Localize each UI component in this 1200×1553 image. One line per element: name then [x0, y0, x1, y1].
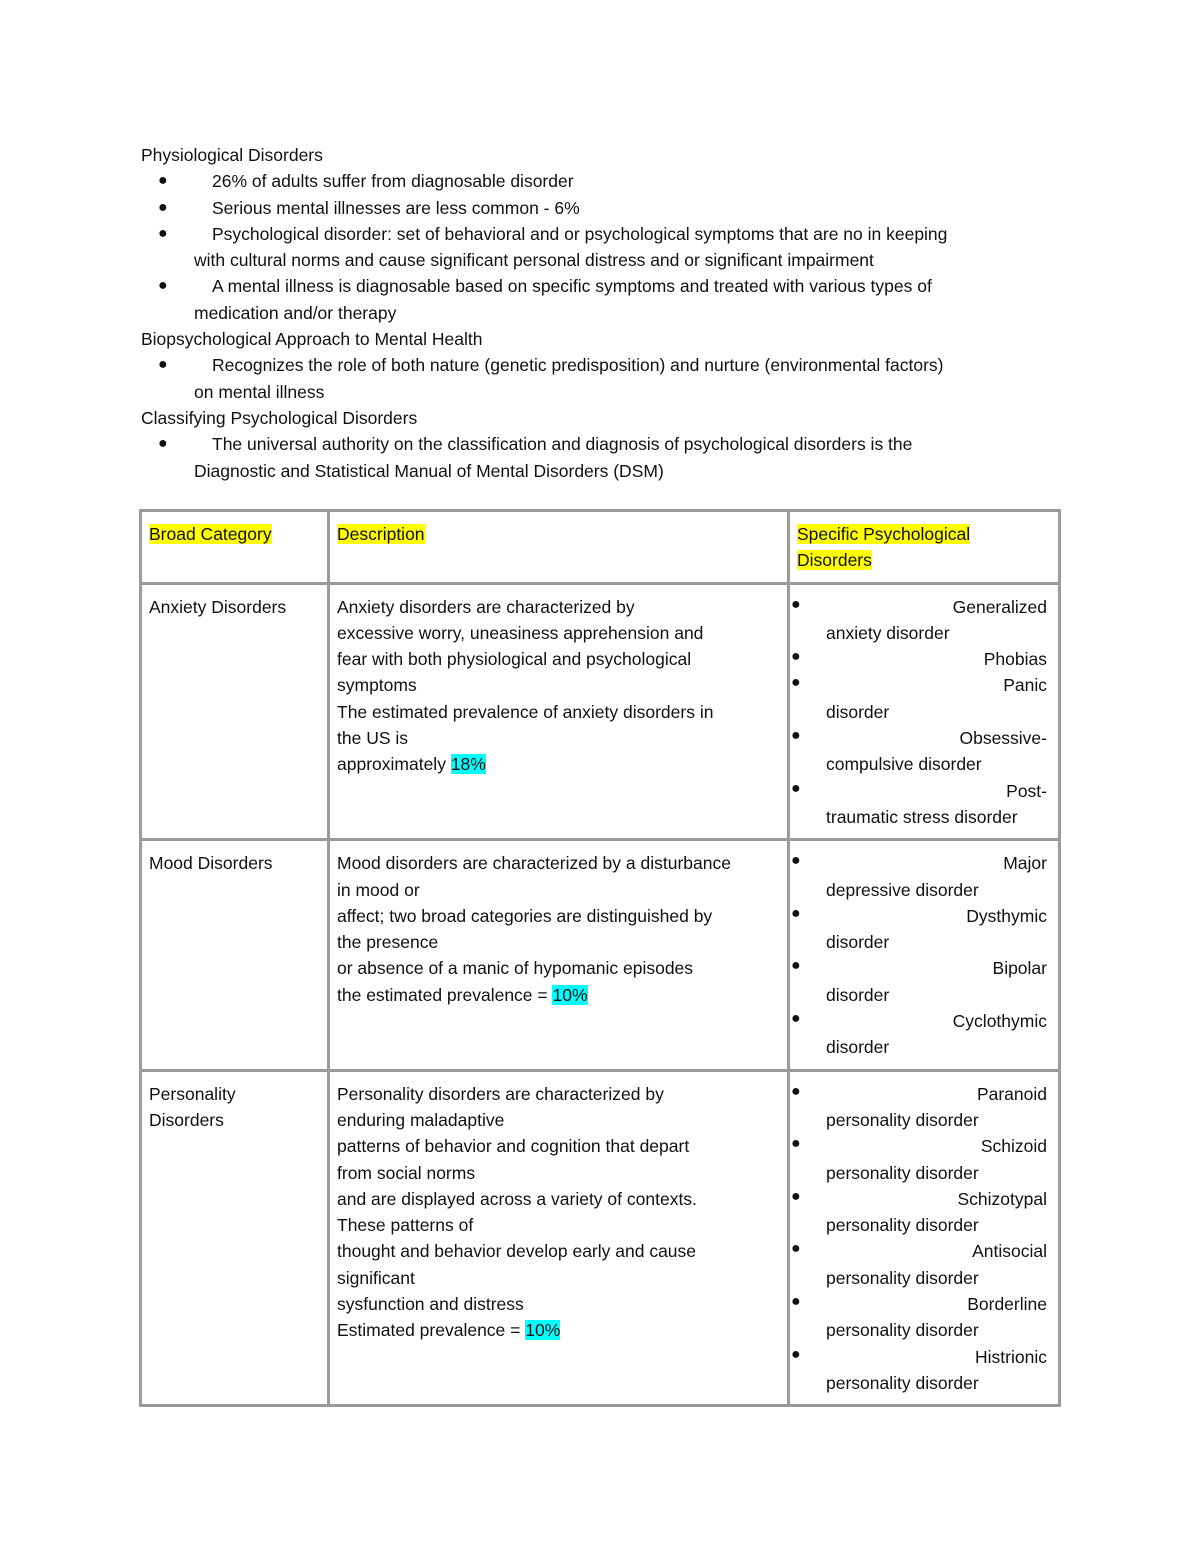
category-cell	[141, 583, 329, 840]
specific-disorders-cell	[789, 583, 1060, 840]
description-cell	[329, 840, 789, 1070]
description-line: affect; two broad categories are distinguished by	[337, 905, 713, 926]
description-line: and are displayed across a variety of contexts.	[337, 1188, 697, 1209]
disorder-name: Bipolar	[992, 958, 1047, 979]
prevalence-label: the estimated prevalence =	[337, 984, 553, 1005]
prevalence-line	[337, 1317, 780, 1343]
bullet-icon: ●	[158, 198, 168, 216]
category-label: Mood Disorders	[149, 853, 273, 874]
disorder-name-continued: personality disorder	[826, 1267, 979, 1288]
disorder-name-continued: personality disorder	[826, 1215, 979, 1236]
description-line: symptoms	[337, 675, 417, 696]
bullet-text-continued: medication and/or therapy	[194, 302, 397, 323]
bullet-icon: ●	[158, 224, 168, 242]
description-line: Personality disorders are characterized by	[337, 1083, 664, 1104]
table-row	[141, 583, 1060, 840]
bullet-list-classifying	[141, 431, 1061, 484]
bullet-icon: ●	[791, 1240, 801, 1258]
disorder-name: Histrionic	[975, 1346, 1047, 1367]
description-cell	[329, 1070, 789, 1406]
disorder-name-continued: personality disorder	[826, 1162, 979, 1183]
heading-classifying-disorders: Classifying Psychological Disorders	[141, 407, 418, 428]
description-line: The estimated prevalence of anxiety disorders in	[337, 701, 714, 722]
bullet-text: Serious mental illnesses are less common - 6%	[212, 197, 580, 218]
bullet-icon: ●	[791, 727, 801, 745]
prevalence-label: Estimated prevalence =	[337, 1320, 526, 1341]
description-line: enduring maladaptive	[337, 1109, 505, 1130]
description-cell	[329, 583, 789, 840]
description-line: in mood or	[337, 879, 420, 900]
category-label: Personality	[149, 1083, 236, 1104]
bullet-text-continued: Diagnostic and Statistical Manual of Mental Disorders (DSM)	[194, 460, 664, 481]
prevalence-value: 18%	[450, 754, 486, 775]
bullet-text-continued: with cultural norms and cause significant personal distress and or significant impairment	[194, 250, 874, 271]
disorders-table	[139, 509, 1061, 1407]
table-row	[141, 840, 1060, 1070]
bullet-icon: ●	[791, 1187, 801, 1205]
specific-disorder-item	[791, 1238, 1051, 1291]
bullet-icon: ●	[791, 1135, 801, 1153]
prevalence-line	[337, 751, 780, 777]
disorder-name-continued: traumatic stress disorder	[826, 806, 1018, 827]
specific-disorder-item	[791, 594, 1051, 647]
specific-disorder-item	[791, 1291, 1051, 1344]
bullet-icon: ●	[158, 356, 168, 374]
bullet-item	[141, 273, 1061, 326]
bullet-item	[141, 431, 1061, 484]
description-line: the US is	[337, 728, 408, 749]
disorder-name-continued: personality disorder	[826, 1109, 979, 1130]
bullet-icon: ●	[791, 957, 801, 975]
disorder-name-continued: personality disorder	[826, 1320, 979, 1341]
bullet-text: Recognizes the role of both nature (genetic predisposition) and nurture (environmental factors)	[212, 355, 944, 376]
prevalence-value: 10%	[525, 1320, 561, 1341]
table-header-row	[141, 511, 1060, 584]
bullet-text: 26% of adults suffer from diagnosable disorder	[212, 171, 574, 192]
description-line: or absence of a manic of hypomanic episodes	[337, 958, 694, 979]
bullet-icon: ●	[791, 648, 801, 666]
bullet-icon: ●	[791, 595, 801, 613]
description-line: thought and behavior develop early and cause	[337, 1241, 697, 1262]
disorder-name: Dysthymic	[966, 905, 1047, 926]
specific-disorder-item	[791, 1186, 1051, 1239]
category-cell	[141, 840, 329, 1070]
header-specific-line2: Disorders	[797, 550, 872, 571]
specific-disorder-item	[791, 850, 1051, 903]
category-cell	[141, 1070, 329, 1406]
disorder-name-continued: disorder	[826, 1037, 890, 1058]
specific-disorders-cell	[789, 1070, 1060, 1406]
specific-disorders-cell	[789, 840, 1060, 1070]
bullet-icon: ●	[158, 277, 168, 295]
bullet-text: The universal authority on the classification and diagnosis of psychological disorders is the	[212, 434, 913, 455]
disorder-name: Panic	[1003, 675, 1047, 696]
disorder-name: Obsessive-	[959, 728, 1047, 749]
bullet-icon: ●	[791, 1082, 801, 1100]
specific-disorder-item	[791, 1081, 1051, 1134]
description-line: Anxiety disorders are characterized by	[337, 596, 635, 617]
description-line: These patterns of	[337, 1215, 474, 1236]
disorder-name: Schizoid	[980, 1136, 1047, 1157]
bullet-icon: ●	[791, 852, 801, 870]
disorder-name: Phobias	[983, 649, 1047, 670]
disorder-name-continued: personality disorder	[826, 1372, 979, 1393]
description-line: patterns of behavior and cognition that depart	[337, 1136, 690, 1157]
specific-disorder-item	[791, 778, 1051, 831]
bullet-icon: ●	[158, 172, 168, 190]
category-label: Disorders	[149, 1109, 224, 1130]
disorder-name-continued: depressive disorder	[826, 879, 979, 900]
bullet-icon: ●	[791, 1010, 801, 1028]
table-row	[141, 1070, 1060, 1406]
description-line: significant	[337, 1267, 415, 1288]
bullet-text: A mental illness is diagnosable based on specific symptoms and treated with various types of	[212, 276, 932, 297]
specific-disorder-item	[791, 672, 1051, 725]
bullet-item	[141, 168, 1061, 194]
specific-disorder-item	[791, 1133, 1051, 1186]
specific-disorder-item	[791, 1008, 1051, 1061]
disorder-name: Cyclothymic	[952, 1011, 1047, 1032]
category-label: Anxiety Disorders	[149, 596, 287, 617]
disorder-name-continued: disorder	[826, 701, 890, 722]
bullet-list-biopsychological	[141, 352, 1061, 405]
specific-disorder-item	[791, 646, 1051, 672]
disorder-name-continued: anxiety disorder	[826, 622, 950, 643]
bullet-item	[141, 195, 1061, 221]
bullet-icon: ●	[791, 674, 801, 692]
disorder-name: Paranoid	[976, 1083, 1047, 1104]
disorder-name: Borderline	[967, 1294, 1047, 1315]
bullet-icon: ●	[791, 1345, 801, 1363]
bullet-item	[141, 352, 1061, 405]
disorder-name: Post-	[1006, 780, 1047, 801]
description-line: fear with both physiological and psychological	[337, 649, 692, 670]
header-specific-line1: Specific Psychological	[797, 524, 971, 544]
description-line: the presence	[337, 932, 439, 953]
description-line: sysfunction and distress	[337, 1294, 524, 1315]
bullet-text: Psychological disorder: set of behavioral and or psychological symptoms that are no in keeping	[212, 223, 948, 244]
disorder-name-continued: disorder	[826, 984, 890, 1005]
disorder-name-continued: compulsive disorder	[826, 754, 982, 775]
bullet-icon: ●	[791, 1293, 801, 1311]
heading-physiological-disorders: Physiological Disorders	[141, 145, 323, 165]
bullet-item	[141, 221, 1061, 274]
description-line: Mood disorders are characterized by a disturbance	[337, 853, 731, 874]
header-broad-category: Broad Category	[149, 524, 272, 544]
intro-section	[141, 142, 1061, 484]
header-description: Description	[337, 524, 425, 544]
specific-disorder-item	[791, 725, 1051, 778]
prevalence-value: 10%	[552, 984, 588, 1005]
bullet-icon: ●	[791, 779, 801, 797]
bullet-text-continued: on mental illness	[194, 381, 325, 402]
header-cell-description	[329, 511, 789, 584]
specific-disorder-item	[791, 903, 1051, 956]
prevalence-label: approximately	[337, 754, 451, 775]
description-line: excessive worry, uneasiness apprehension and	[337, 622, 704, 643]
disorder-name: Schizotypal	[957, 1188, 1047, 1209]
specific-disorder-item	[791, 955, 1051, 1008]
bullet-list-physiological	[141, 168, 1061, 326]
header-cell-specific	[789, 511, 1060, 584]
prevalence-line	[337, 982, 780, 1008]
bullet-icon: ●	[158, 435, 168, 453]
description-line: from social norms	[337, 1162, 476, 1183]
heading-biopsychological-approach: Biopsychological Approach to Mental Health	[141, 329, 483, 350]
disorder-name-continued: disorder	[826, 932, 890, 953]
specific-disorder-item	[791, 1344, 1051, 1397]
header-cell-broad-category	[141, 511, 329, 584]
disorder-name: Generalized	[952, 596, 1047, 617]
bullet-icon: ●	[791, 904, 801, 922]
disorder-name: Major	[1003, 853, 1047, 874]
disorder-name: Antisocial	[972, 1241, 1047, 1262]
